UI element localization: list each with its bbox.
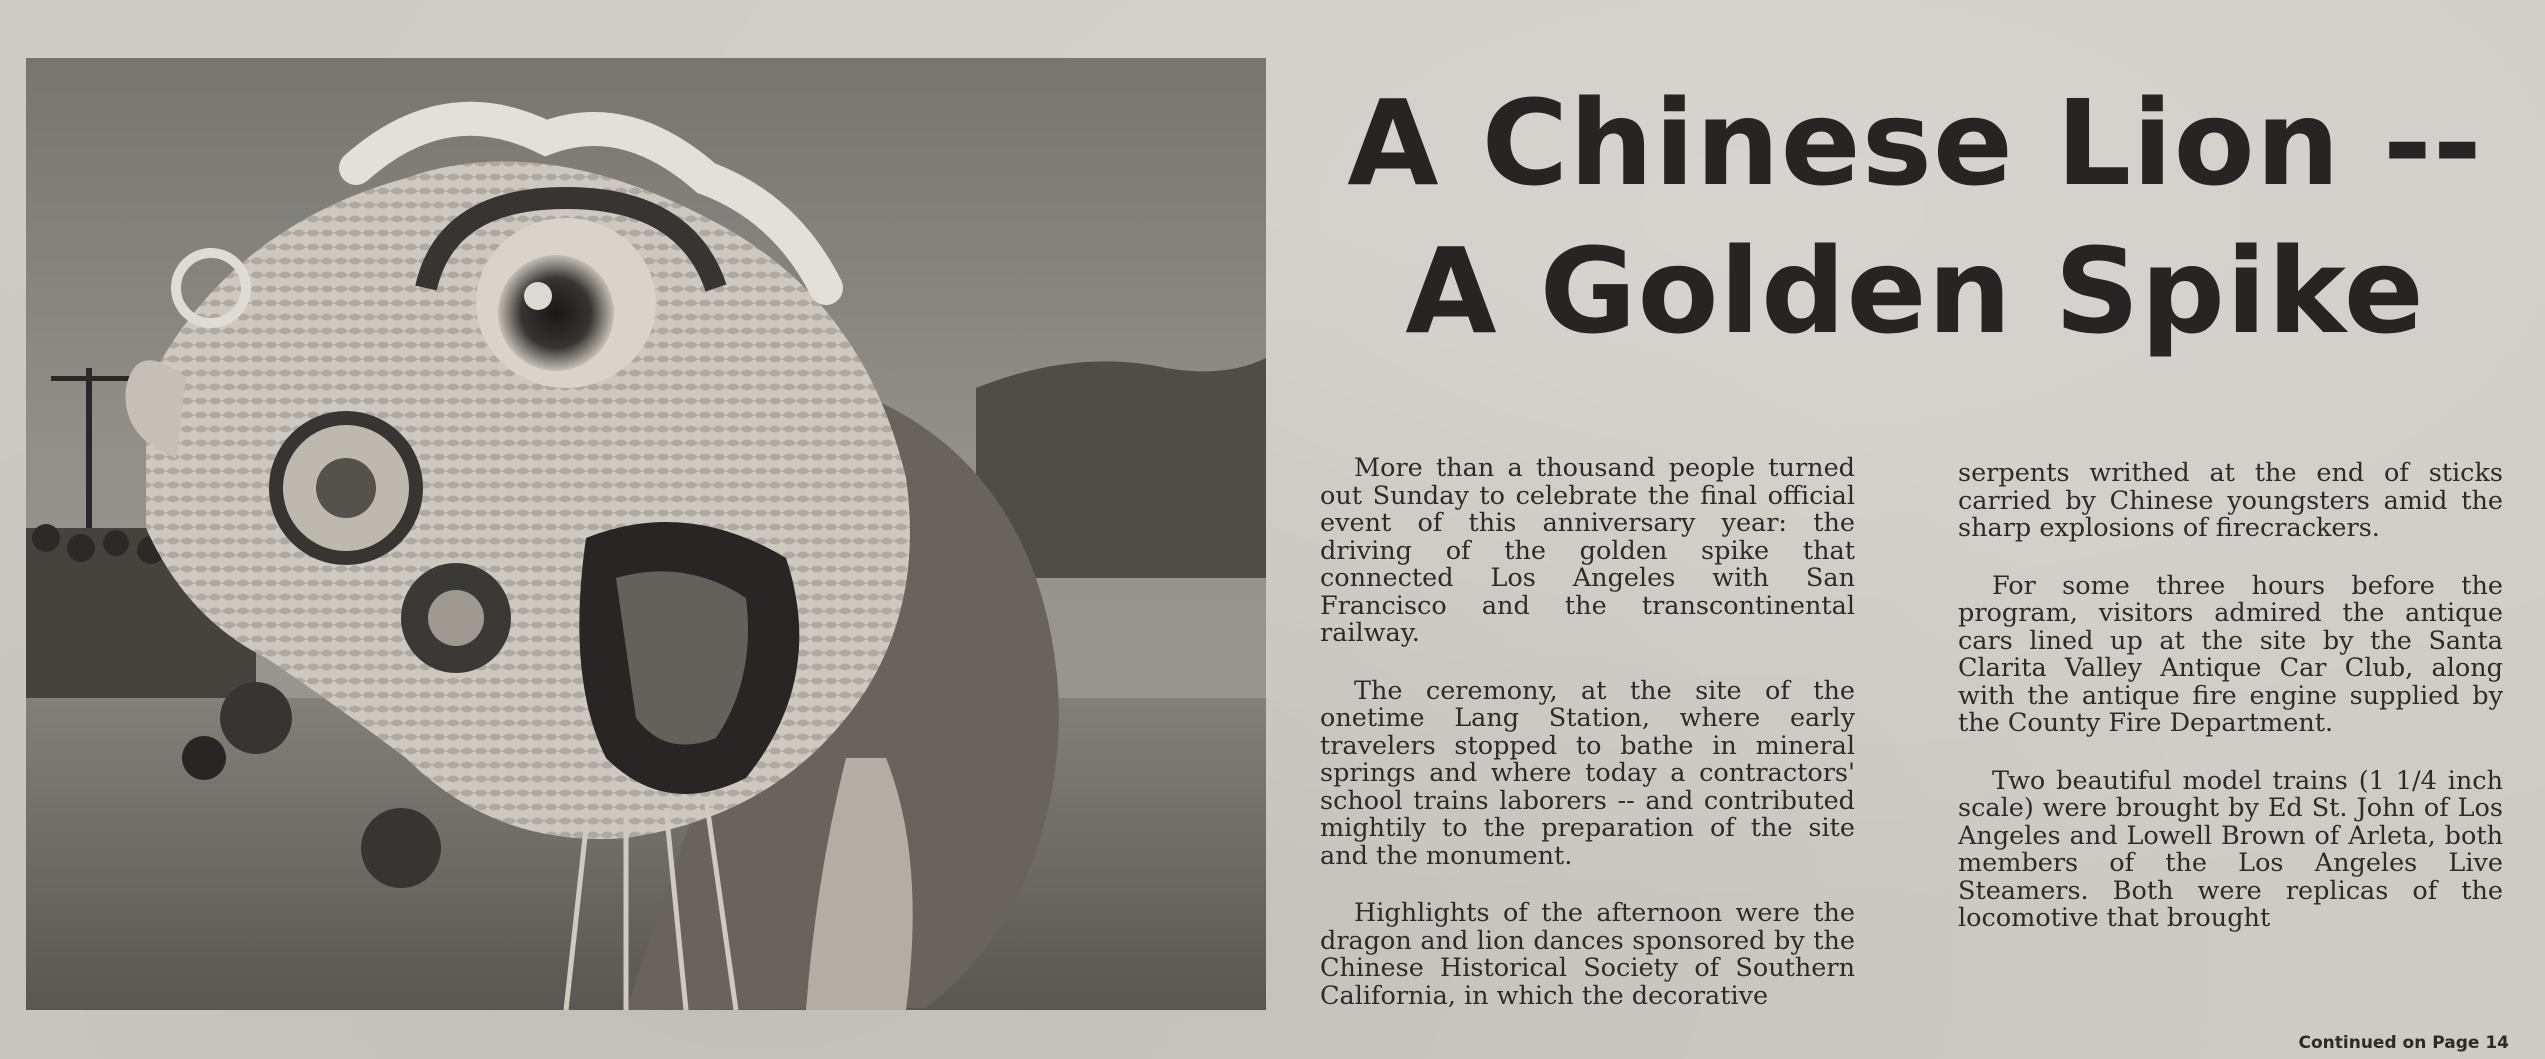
headline xyxy=(1300,70,2530,365)
article-paragraph: Highlights of the afternoon were the dragon and lion dances sponsored by the Chinese Historical Society of Southern California, in which the decorative xyxy=(1320,898,1855,1011)
continued-on-page: Continued on Page 14 xyxy=(2298,1033,2509,1053)
article-paragraph: More than a thousand people turned out Sunday to celebrate the final official event of this anniversary year: the driving of the golden spike that connected Los Angeles with San Francisco and the transcontinental railway. xyxy=(1320,453,1855,648)
article-paragraph: For some three hours before the program, visitors admired the antique cars lined up at the site by the Santa Clarita Valley Antique Car Club, along with the antique fire engine supplied by the County Fire Department. xyxy=(1958,570,2503,738)
article-column-2 xyxy=(1958,460,2503,963)
article-paragraph: The ceremony, at the site of the onetime Lang Station, where early travelers stopped to bathe in mineral springs and where today a contractors' school trains laborers -- and contributed mightily to the preparation of the site and the monument. xyxy=(1320,675,1855,871)
article-column-1 xyxy=(1320,455,1855,1040)
article-paragraph: Two beautiful model trains (1 1/4 inch scale) were brought by Ed St. John of Los Angeles and Lowell Brown of Arleta, both members of the Los Angeles Live Steamers. Both were replicas of the locomotive that brought xyxy=(1958,765,2503,933)
headline-line-1: A Chinese Lion -- xyxy=(1347,74,2483,212)
headline-line-2: A Golden Spike xyxy=(1405,221,2425,360)
article-paragraph: serpents writhed at the end of sticks carried by Chinese youngsters amid the sharp explosions of firecrackers. xyxy=(1958,458,2503,543)
chinese-lion-photo xyxy=(26,58,1266,1010)
lion-photo-image xyxy=(26,58,1266,1010)
